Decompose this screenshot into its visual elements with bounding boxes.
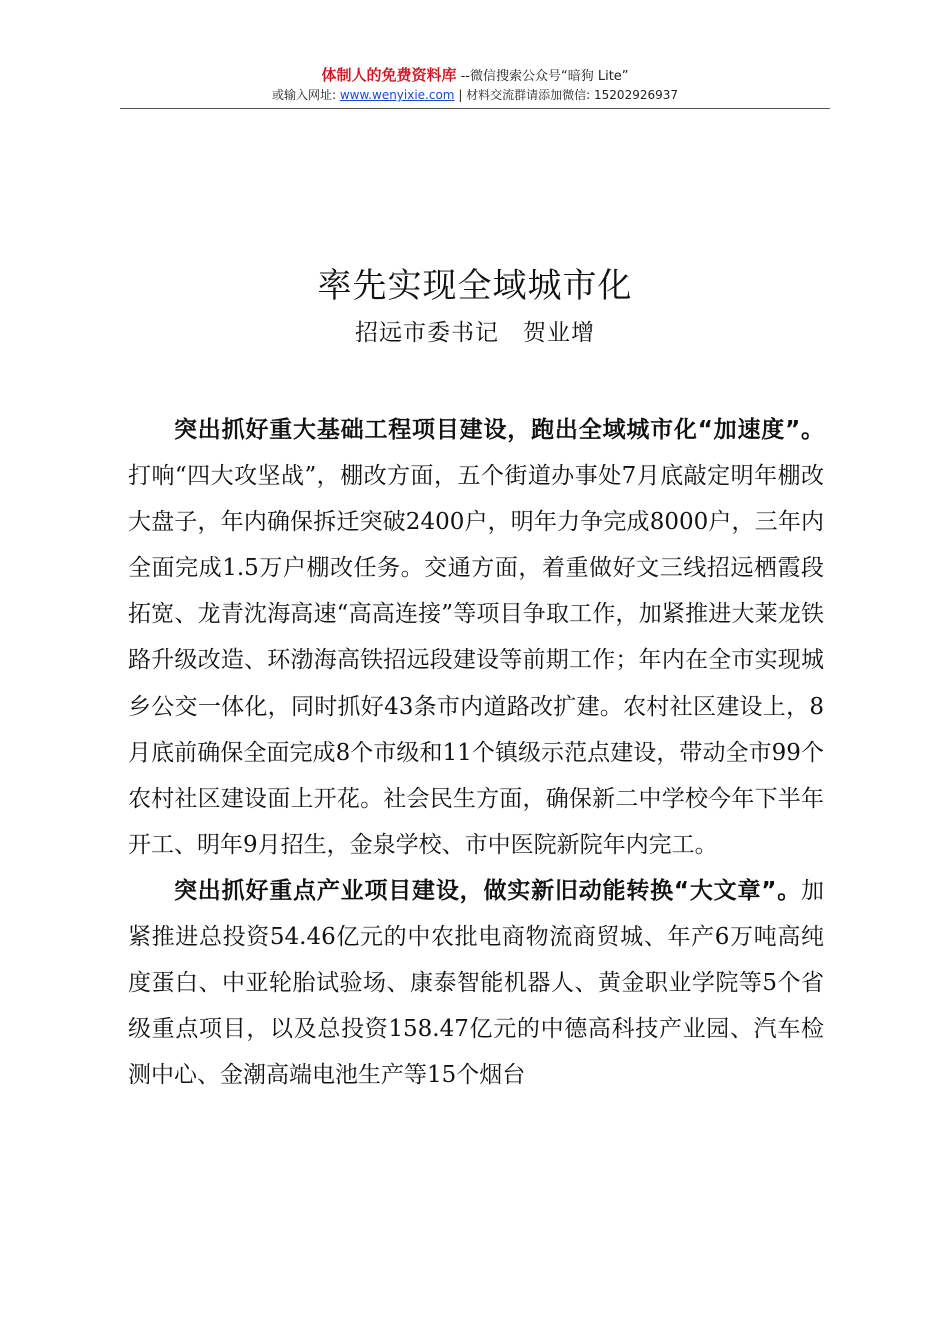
author-role: 招远市委书记 — [355, 320, 499, 346]
paragraph-2-lead: 突出抓好重点产业项目建设，做实新旧动能转换“大文章”。 — [174, 877, 801, 904]
paragraph-1-lead: 突出抓好重大基础工程项目建设，跑出全域城市化“加速度”。 — [174, 417, 824, 443]
header-contact: | 材料交流群请添加微信: 15202926937 — [454, 88, 679, 102]
header-line-2 — [120, 86, 830, 104]
document-body — [128, 407, 824, 1098]
header-divider — [120, 108, 830, 109]
header-tagline: --微信搜索公众号“暗狗 Lite” — [456, 69, 629, 84]
paragraph-1-body: 打响“四大攻坚战”，棚改方面，五个街道办事处7月底敲定明年棚改大盘子，年内确保拆迁突破2400户，明年力争完成8000户，三年内全面完成1.5万户棚改任务。交通方面，着重做好文三线招远栖霞段拓宽、龙青沈海高速“高高连接”等项目争取工作，加紧推进大莱龙铁路升级改造、环渤海高铁招远段建设等前期工作；年内在全市实现城乡公交一体化，同时抓好43条市内道路改扩建。农村社区建设上，8月底前确保全面完成8个市级和11个镇级示范点建设，带动全市99个农村社区建设面上开花。社会民生方面，确保新二中学校今年下半年开工、明年9月招生，金泉学校、市中医院新院年内完工。 — [128, 463, 824, 858]
document-author — [0, 316, 950, 350]
author-name: 贺业增 — [523, 320, 595, 346]
page-header — [120, 66, 830, 104]
paragraph-2 — [128, 868, 824, 1098]
document-title: 率先实现全域城市化 — [317, 266, 633, 306]
header-url-link[interactable]: www.wenyixie.com — [339, 88, 455, 102]
header-brand: 体制人的免费资料库 — [321, 66, 457, 84]
header-line-1 — [120, 66, 830, 86]
paragraph-1 — [128, 407, 824, 868]
header-url-prefix: 或输入网址: — [271, 88, 340, 102]
paragraph-2-body: 加紧推进总投资54.46亿元的中农批电商物流商贸城、年产6万吨高纯度蛋白、中亚轮胎试验场、康泰智能机器人、黄金职业学院等5个省级重点项目，以及总投资158.47亿元的中德高科技产业园、汽车检测中心、金潮高端电池生产等15个烟台 — [128, 877, 824, 1089]
